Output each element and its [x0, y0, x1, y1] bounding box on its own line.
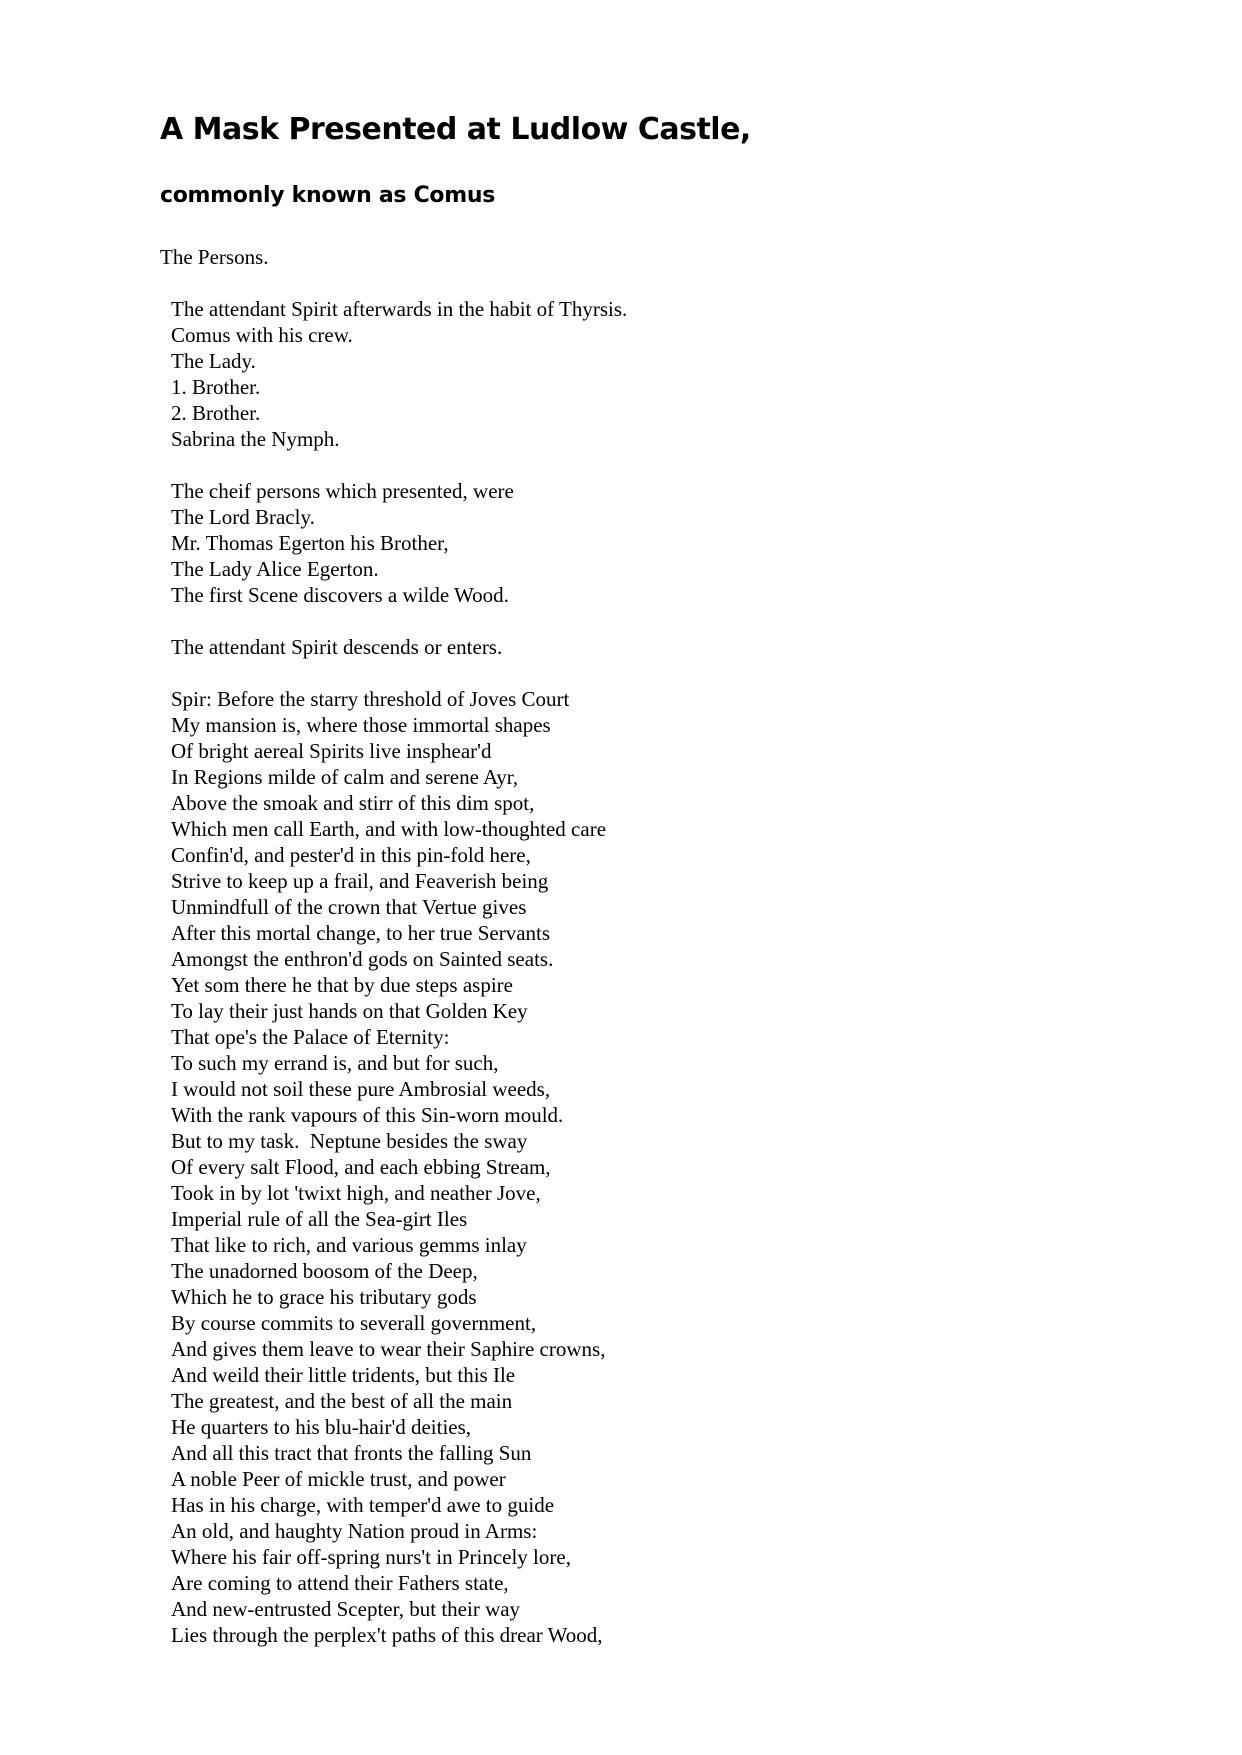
verse-line: With the rank vapours of this Sin-worn mould.: [171, 1103, 564, 1127]
verse-line: Which men call Earth, and with low-thoughted care: [171, 817, 607, 841]
verse-line: Lies through the perplex't paths of this drear Wood,: [171, 1623, 603, 1647]
chief-persons-list: [171, 478, 514, 608]
verse-line: Took in by lot 'twixt high, and neather Jove,: [171, 1181, 541, 1205]
stage-direction: [171, 634, 502, 660]
verse-line: That ope's the Palace of Eternity:: [171, 1025, 450, 1049]
verse-line: And gives them leave to wear their Saphire crowns,: [171, 1337, 606, 1361]
chief-persons-line: The Lord Bracly.: [171, 505, 315, 529]
verse-line: And new-entrusted Scepter, but their way: [171, 1597, 521, 1621]
verse-line: Where his fair off-spring nurs't in Princely lore,: [171, 1545, 571, 1569]
verse-line: The unadorned boosom of the Deep,: [171, 1259, 478, 1283]
cast-line: Sabrina the Nymph.: [171, 427, 340, 451]
verse-line: In Regions milde of calm and serene Ayr,: [171, 765, 519, 789]
stage-direction-line: The attendant Spirit descends or enters.: [171, 635, 503, 659]
cast-list: [171, 296, 627, 452]
verse-line: I would not soil these pure Ambrosial weeds,: [171, 1077, 551, 1101]
verse-line: Yet som there he that by due steps aspire: [171, 973, 513, 997]
verse-line: Strive to keep up a frail, and Feaverish being: [171, 869, 549, 893]
verse-line: And all this tract that fronts the falling Sun: [171, 1441, 532, 1465]
cast-line: 1. Brother.: [171, 375, 261, 399]
verse-line: Unmindfull of the crown that Vertue gives: [171, 895, 527, 919]
chief-persons-line: The cheif persons which presented, were: [171, 479, 514, 503]
verse-line: After this mortal change, to her true Servants: [171, 921, 551, 945]
cast-line: 2. Brother.: [171, 401, 261, 425]
verse-line: That like to rich, and various gemms inlay: [171, 1233, 527, 1257]
verse-line: Of bright aereal Spirits live insphear'd: [171, 739, 492, 763]
verse-line: To lay their just hands on that Golden Key: [171, 999, 528, 1023]
persons-heading: The Persons.: [160, 245, 269, 269]
verse-line: My mansion is, where those immortal shapes: [171, 713, 551, 737]
cast-line: The attendant Spirit afterwards in the habit of Thyrsis.: [171, 297, 628, 321]
verse-line: He quarters to his blu-hair'd deities,: [171, 1415, 472, 1439]
verse-line: Of every salt Flood, and each ebbing Stream,: [171, 1155, 551, 1179]
verse-line: Confin'd, and pester'd in this pin-fold here,: [171, 843, 531, 867]
document-title: A Mask Presented at Ludlow Castle,: [160, 112, 751, 147]
verse-line: Which he to grace his tributary gods: [171, 1285, 477, 1309]
verse-line: By course commits to severall government,: [171, 1311, 537, 1335]
verse-line: The greatest, and the best of all the main: [171, 1389, 513, 1413]
verse-line: And weild their little tridents, but this Ile: [171, 1363, 516, 1387]
verse-line: Imperial rule of all the Sea-girt Iles: [171, 1207, 468, 1231]
verse-line: Has in his charge, with temper'd awe to guide: [171, 1493, 555, 1517]
cast-line: The Lady.: [171, 349, 256, 373]
verse-line: Spir: Before the starry threshold of Joves Court: [171, 687, 570, 711]
verse-line: A noble Peer of mickle trust, and power: [171, 1467, 506, 1491]
cast-line: Comus with his crew.: [171, 323, 353, 347]
spirit-speech: [171, 686, 606, 1648]
chief-persons-line: Mr. Thomas Egerton his Brother,: [171, 531, 449, 555]
verse-line: Above the smoak and stirr of this dim spot,: [171, 791, 535, 815]
verse-line: Are coming to attend their Fathers state,: [171, 1571, 509, 1595]
chief-persons-line: The first Scene discovers a wilde Wood.: [171, 583, 509, 607]
verse-line: Amongst the enthron'd gods on Sainted seats.: [171, 947, 554, 971]
chief-persons-line: The Lady Alice Egerton.: [171, 557, 379, 581]
verse-line: But to my task. Neptune besides the sway: [171, 1129, 528, 1153]
verse-line: To such my errand is, and but for such,: [171, 1051, 499, 1075]
document-subtitle: commonly known as Comus: [160, 183, 496, 208]
verse-line: An old, and haughty Nation proud in Arms:: [171, 1519, 538, 1543]
